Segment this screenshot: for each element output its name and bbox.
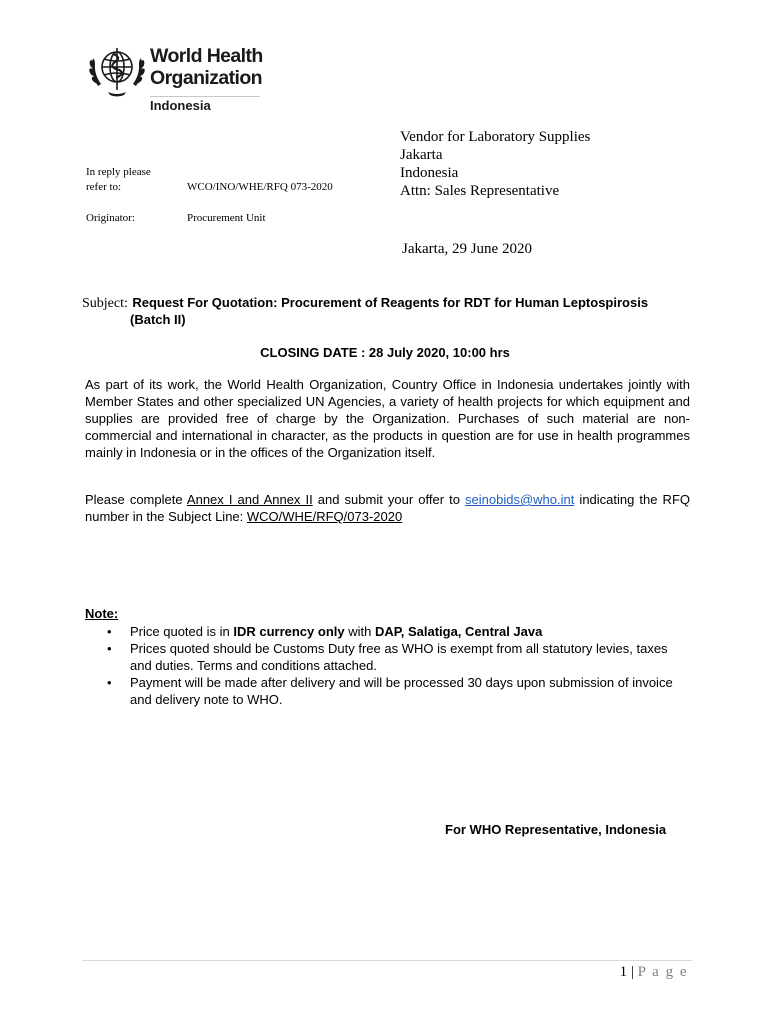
annex-link[interactable]: Annex I and Annex II [186,492,313,507]
page-label: P a g e [637,964,688,980]
page-number-value: 1 [619,964,628,980]
who-logo [86,40,266,116]
who-emblem-icon [86,40,148,102]
instructions-suffix: indicating the RFQ number in the Subject Line: [85,492,690,524]
bullet-icon: • [107,624,112,639]
subject-text-line2: (Batch II) [130,312,186,327]
subject-label: Subject: [82,296,128,311]
subject-block [82,294,702,312]
reply-label-line1: In reply please [86,166,151,178]
page-number [620,963,688,981]
rfq-reference: WCO/WHE/RFQ/073-2020 [246,509,403,524]
note-item [85,640,690,674]
note-item [85,674,690,708]
note-item [85,623,690,640]
logo-org-name-line1: World Health [150,45,263,67]
bullet-icon: • [107,675,112,690]
note-item2-text: Prices quoted should be Customs Duty free as WHO is exempt from all statutory levies, taxes and duties. Terms and conditions attached. [130,641,668,673]
page-number-separator: | [630,964,634,980]
recipient-address [400,128,590,200]
email-link[interactable]: seinobids@who.int [465,492,575,507]
note-item1-currency: IDR currency only [233,624,345,639]
instructions-paragraph [85,491,690,525]
recipient-line4: Attn: Sales Representative [400,183,560,199]
note-item1-delivery: DAP, Salatiga, Central Java [374,624,543,639]
reply-label-line2: refer to: [86,181,122,193]
logo-country: Indonesia [150,98,211,113]
recipient-line3: Indonesia [400,165,459,181]
footer-divider [82,960,692,961]
originator-label: Originator: [86,212,135,224]
note-item1-text: Price quoted is in [130,624,234,639]
reply-reference-value: WCO/INO/WHE/RFQ 073-2020 [187,181,333,193]
bullet-icon: • [107,641,112,656]
logo-divider [150,96,260,97]
note-list [85,623,690,708]
note-item1-with: with [344,624,375,639]
letter-date: Jakarta, 29 June 2020 [402,241,532,257]
intro-paragraph: As part of its work, the World Health Organization, Country Office in Indonesia undertakes jointly with Member States and other specialized UN Agencies, a variety of health projects for which equipment and supplies are provided free of charge by the Organization. Purchases of such material are non-commercial and international in character, as the products in question are for use in health programmes mainly in Indonesia or in the offices of the Organization itself. [85,377,690,460]
recipient-line2: Jakarta [400,147,443,163]
originator-value: Procurement Unit [187,212,266,224]
instructions-prefix: Please complete [85,492,187,507]
instructions-middle: and submit your offer to [312,492,466,507]
note-item3-text: Payment will be made after delivery and will be processed 30 days upon submission of invoice and delivery note to WHO. [130,675,673,707]
signature-line: For WHO Representative, Indonesia [445,822,667,837]
note-heading: Note: [85,606,119,621]
logo-org-name-line2: Organization [150,67,262,89]
recipient-line1: Vendor for Laboratory Supplies [400,129,591,145]
closing-date: CLOSING DATE : 28 July 2020, 10:00 hrs [260,345,510,360]
subject-text-line1: Request For Quotation: Procurement of Reagents for RDT for Human Leptospirosis [132,295,649,310]
